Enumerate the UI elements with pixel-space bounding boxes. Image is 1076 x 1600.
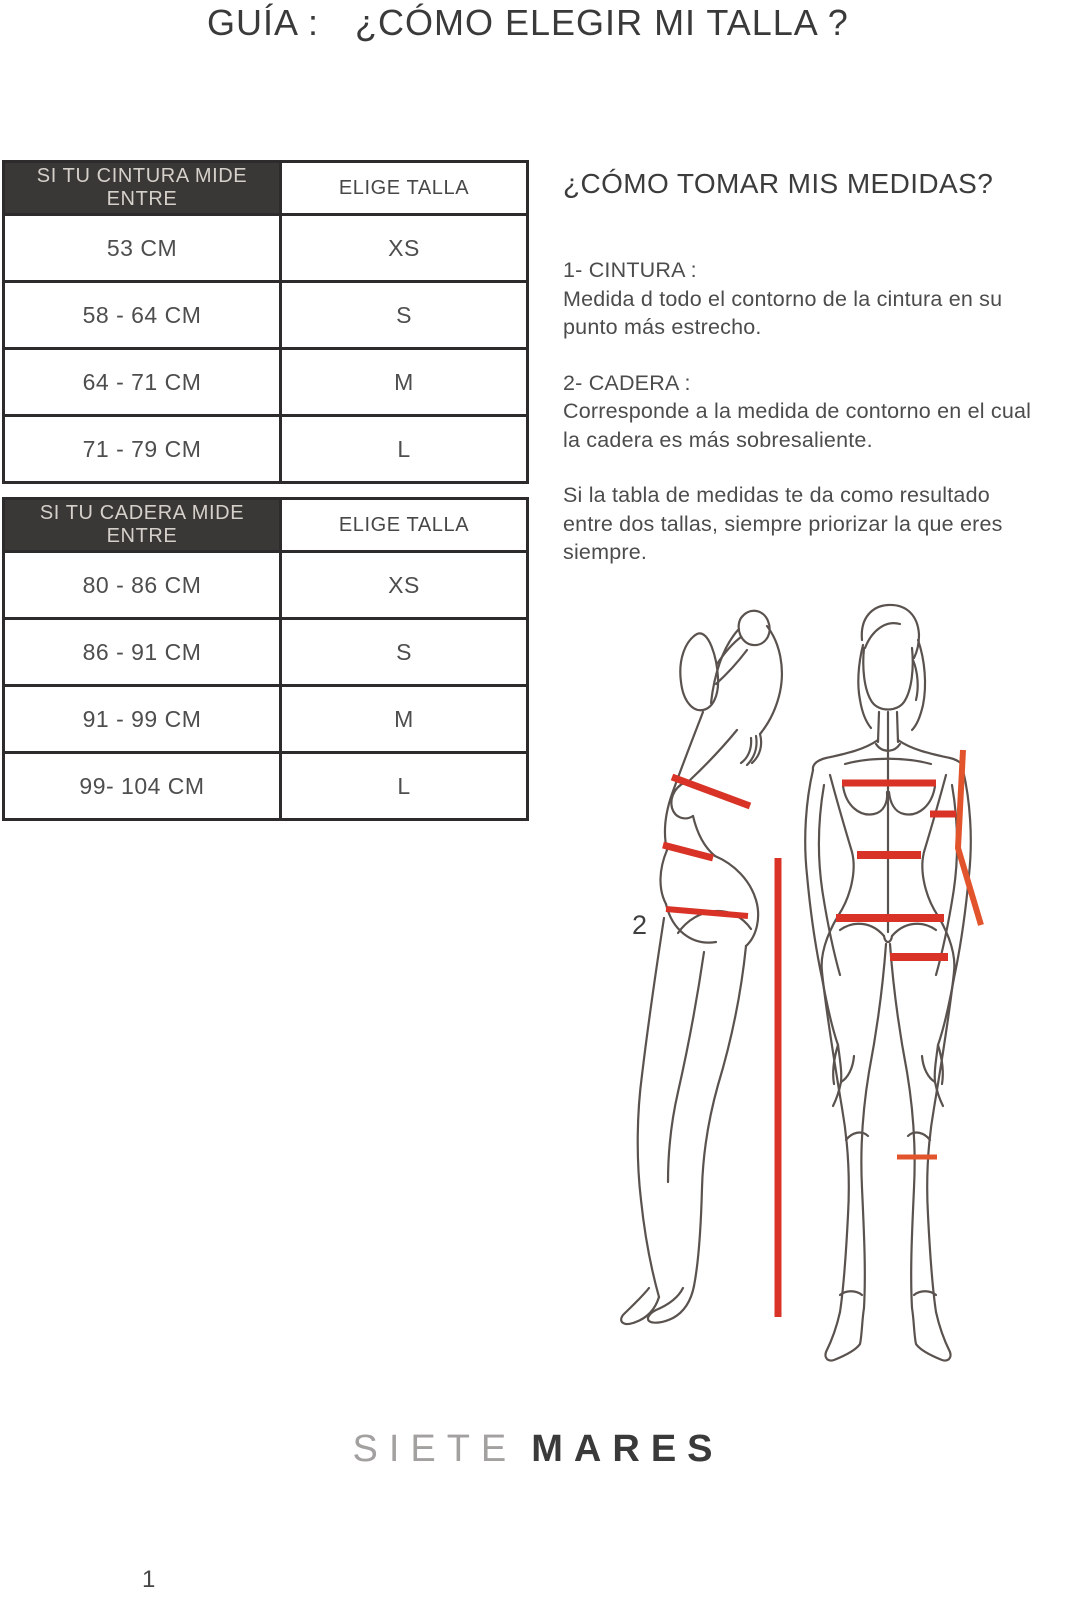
waist-size-table	[2, 160, 529, 484]
size-cell: L	[281, 753, 528, 820]
measure-cell: 91 - 99 CM	[4, 686, 281, 753]
measurement-figures-illustration	[600, 580, 1020, 1370]
table-header-row	[4, 162, 528, 215]
size-cell: M	[281, 349, 528, 416]
section-label: 1- CINTURA :	[563, 258, 697, 282]
hip-size-table	[2, 497, 529, 821]
measure-cell: 80 - 86 CM	[4, 552, 281, 619]
section-text: Medida d todo el contorno de la cintura en su punto más estrecho.	[563, 286, 1003, 339]
brand-first-word: SIETE	[352, 1428, 518, 1470]
size-header-cell: ELIGE TALLA	[281, 162, 528, 215]
size-cell: M	[281, 686, 528, 753]
table-row	[4, 552, 528, 619]
table-row	[4, 686, 528, 753]
measure-cell: 86 - 91 CM	[4, 619, 281, 686]
size-header-cell: ELIGE TALLA	[281, 499, 528, 552]
hip-header-cell: SI TU CADERA MIDE ENTRE	[4, 499, 281, 552]
measure-cell: 64 - 71 CM	[4, 349, 281, 416]
side-hip-line	[666, 909, 748, 916]
table-row	[4, 619, 528, 686]
size-cell: XS	[281, 552, 528, 619]
brand-second-word: MARES	[531, 1428, 724, 1470]
section-label: 2- CADERA :	[563, 370, 691, 395]
measure-cell: 71 - 79 CM	[4, 416, 281, 483]
table-row	[4, 416, 528, 483]
size-cell: L	[281, 416, 528, 483]
brand-logo	[0, 1428, 1076, 1471]
measure-cell: 58 - 64 CM	[4, 282, 281, 349]
side-view-figure	[621, 611, 782, 1324]
size-cell: S	[281, 282, 528, 349]
page-title	[207, 2, 849, 44]
section-text: Corresponde a la medida de contorno en el cual la cadera es más sobresaliente.	[563, 399, 1032, 452]
table-row	[4, 349, 528, 416]
page-number: 1	[142, 1566, 156, 1593]
sizing-note: Si la tabla de medidas te da como resultado entre dos tallas, siempre priorizar la que eres siempre.	[563, 483, 1003, 564]
measure-cell: 99- 104 CM	[4, 753, 281, 820]
measurement-lines	[663, 750, 981, 1317]
table-header-row	[4, 499, 528, 552]
title-main: ¿CÓMO ELEGIR MI TALLA ?	[355, 2, 849, 43]
table-row	[4, 753, 528, 820]
measuring-instructions	[563, 168, 1041, 567]
arm-length-line	[958, 750, 981, 925]
front-view-figure	[805, 605, 971, 1361]
instruction-section-cintura	[563, 256, 1041, 342]
side-bust-line	[672, 777, 750, 806]
size-cell: XS	[281, 215, 528, 282]
size-cell: S	[281, 619, 528, 686]
table-row	[4, 215, 528, 282]
figure-label-2: 2	[632, 910, 648, 940]
measure-cell: 53 CM	[4, 215, 281, 282]
instructions-heading: ¿CÓMO TOMAR MIS MEDIDAS?	[563, 168, 994, 199]
instruction-section-cadera	[563, 369, 1041, 455]
table-row	[4, 282, 528, 349]
waist-header-cell: SI TU CINTURA MIDE ENTRE	[4, 162, 281, 215]
title-prefix: GUÍA :	[207, 2, 320, 43]
